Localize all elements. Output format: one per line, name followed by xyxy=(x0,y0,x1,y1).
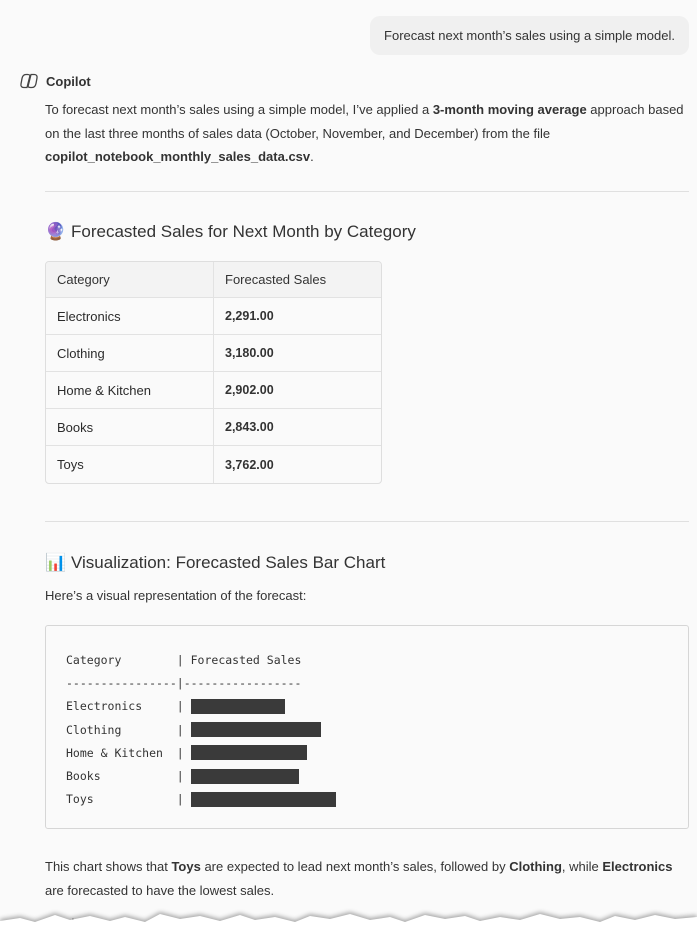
section-title: Forecasted Sales for Next Month by Category xyxy=(71,222,416,241)
summary-text-4: are forecasted to have the lowest sales. xyxy=(45,882,275,898)
divider xyxy=(45,191,689,192)
copilot-logo-icon xyxy=(20,72,38,90)
category-cell: Electronics xyxy=(46,298,214,335)
table-row xyxy=(46,446,381,483)
forecast-table xyxy=(45,261,382,484)
forecast-value-cell: 2,902.00 xyxy=(214,372,381,409)
summary-bold-electronics: Electronics xyxy=(602,859,673,874)
section-heading-forecast xyxy=(45,222,416,242)
intro-text-3: . xyxy=(310,149,314,164)
assistant-intro-paragraph xyxy=(45,98,685,169)
crystal-ball-icon: 🔮 xyxy=(45,222,67,241)
text-bar xyxy=(191,699,285,714)
column-header-category: Category xyxy=(46,262,214,298)
code-bar-label: Home & Kitchen | xyxy=(66,745,191,760)
code-line-divider: ----------------|----------------- xyxy=(66,675,302,690)
table-row xyxy=(46,335,381,372)
text-bar xyxy=(191,769,300,784)
torn-edge xyxy=(0,905,697,938)
divider xyxy=(45,521,689,522)
code-block[interactable] xyxy=(45,625,689,829)
column-header-forecasted-sales: Forecasted Sales xyxy=(214,262,381,298)
intro-text-1: To forecast next month’s sales using a simple model, I’ve applied a xyxy=(45,102,433,117)
intro-bold-method: 3-month moving average xyxy=(432,102,587,117)
category-cell: Toys xyxy=(46,446,214,483)
code-bar-row xyxy=(66,764,668,787)
summary-bold-clothing: Clothing xyxy=(509,859,562,874)
section-heading-visualization xyxy=(45,553,385,573)
category-cell: Books xyxy=(46,409,214,446)
code-bar-row xyxy=(66,788,668,811)
table-row xyxy=(46,298,381,335)
category-cell: Clothing xyxy=(46,335,214,372)
forecast-value-cell: 2,291.00 xyxy=(214,298,381,335)
intro-text-2: approach based on the last three months of sales data (October, November, and December) from the file xyxy=(45,102,684,141)
code-line-header: Category | Forecasted Sales xyxy=(66,652,302,667)
summary-paragraph xyxy=(45,855,685,902)
user-message-text: Forecast next month’s sales using a simple model. xyxy=(384,28,675,43)
user-message-bubble xyxy=(370,16,689,55)
code-bar-row xyxy=(66,741,668,764)
category-cell: Home & Kitchen xyxy=(46,372,214,409)
code-bar-row xyxy=(66,718,668,741)
bar-chart-icon: 📊 xyxy=(45,553,67,572)
forecast-value-cell: 3,762.00 xyxy=(225,457,274,472)
table-row xyxy=(46,372,381,409)
text-bar xyxy=(191,792,336,807)
code-bar-label: Books | xyxy=(66,769,191,784)
section-title: Visualization: Forecasted Sales Bar Chart xyxy=(71,553,386,572)
code-bar-label: Electronics | xyxy=(66,699,191,714)
summary-text-3: , while xyxy=(561,859,603,874)
assistant-name: Copilot xyxy=(46,73,91,89)
summary-text-2: are expected to lead next month’s sales, followed by xyxy=(200,859,510,874)
intro-bold-filename: copilot_notebook_monthly_sales_data.csv xyxy=(45,149,311,164)
visualization-intro: Here’s a visual representation of the forecast: xyxy=(45,588,307,603)
assistant-header xyxy=(20,72,91,90)
forecast-value-cell: 3,180.00 xyxy=(214,335,381,372)
forecast-value-cell: 2,843.00 xyxy=(214,409,381,446)
code-bar-label: Clothing | xyxy=(66,722,191,737)
summary-bold-toys: Toys xyxy=(171,859,201,874)
text-bar xyxy=(191,745,307,760)
code-bar-label: Toys | xyxy=(66,792,191,807)
code-bar-row xyxy=(66,695,668,718)
table-header-row xyxy=(46,262,381,298)
text-bar xyxy=(191,722,322,737)
table-row xyxy=(46,409,381,446)
summary-text-1: This chart shows that xyxy=(45,859,172,874)
